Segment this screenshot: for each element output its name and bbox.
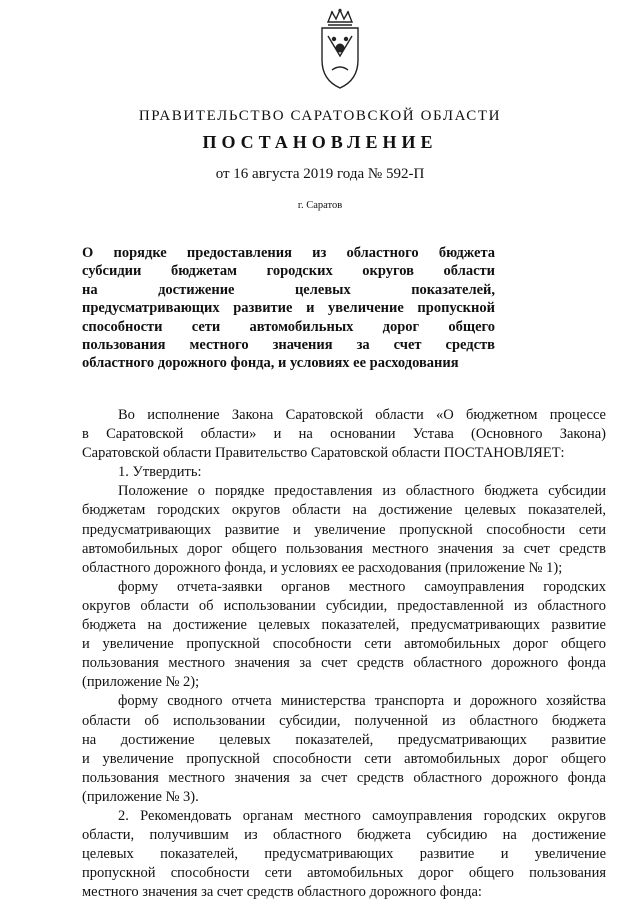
body-line: области, получившим из областного бюджета субсидию на достижение xyxy=(82,827,606,844)
decree-body xyxy=(82,406,606,902)
body-line: на достижение целевых показателей, предусматривающих развитие xyxy=(82,731,606,748)
decree-date-number: от 16 августа 2019 года № 592-П xyxy=(215,166,425,182)
body-line: пользования местного значения за счет средств областного дорожного фонда xyxy=(82,769,606,786)
body-line: местного значения за счет средств областного дорожного фонда: xyxy=(82,884,482,901)
body-line: округов области об использовании субсидии, предоставленной из областного xyxy=(82,597,606,614)
title-line: предусматривающих развитие и увеличение пропускной xyxy=(82,300,495,317)
body-line: предусматривающих развитие и увеличение пропускной способности сети xyxy=(82,521,606,538)
body-line: форму сводного отчета министерства транспорта и дорожного хозяйства xyxy=(118,693,606,710)
decree-heading: ПОСТАНОВЛЕНИЕ xyxy=(202,132,438,152)
body-line: пропускной способности сети автомобильных дорог общего пользования xyxy=(82,865,606,882)
body-line: областного дорожного фонда, и условиях ее расходования (приложение № 1); xyxy=(82,559,563,576)
body-line: бюджетам городских округов области на достижение целевых показателей, xyxy=(82,502,606,519)
body-line: Положение о порядке предоставления из областного бюджета субсидии xyxy=(118,483,606,500)
body-line: целевых показателей, предусматривающих развитие и увеличение xyxy=(82,846,606,863)
body-line: Саратовской области Правительство Саратовской области ПОСТАНОВЛЯЕТ: xyxy=(82,445,565,462)
title-line: областного дорожного фонда, и условиях ее расходования xyxy=(82,355,459,372)
city-line: г. Саратов xyxy=(297,200,343,211)
body-line: и увеличение пропускной способности сети автомобильных дорог общего xyxy=(82,636,606,653)
body-line: 2. Рекомендовать органам местного самоуправления городских округов xyxy=(118,807,606,824)
body-line: форму отчета-заявки органов местного самоуправления городских xyxy=(118,578,606,595)
title-line: пользования местного значения за счет средств xyxy=(82,337,495,354)
title-line: О порядке предоставления из областного бюджета xyxy=(82,245,495,261)
decree-title xyxy=(82,244,495,373)
coat-of-arms-emblem xyxy=(318,8,362,92)
body-line: автомобильных дорог общего пользования местного значения за счет средств xyxy=(82,540,606,557)
body-line: 1. Утвердить: xyxy=(118,464,202,481)
body-line: бюджета на достижение целевых показателей, предусматривающих развитие xyxy=(82,617,606,634)
body-line: Во исполнение Закона Саратовской области «О бюджетном процессе xyxy=(118,407,606,423)
body-line: пользования местного значения за счет средств областного дорожного фонда xyxy=(82,655,606,672)
title-line: субсидии бюджетам городских округов области xyxy=(82,263,495,280)
title-line: способности сети автомобильных дорог общего xyxy=(82,318,495,335)
government-heading: ПРАВИТЕЛЬСТВО САРАТОВСКОЙ ОБЛАСТИ xyxy=(138,108,502,124)
title-line: на достижение целевых показателей, xyxy=(82,281,495,298)
body-line: (приложение № 2); xyxy=(82,674,200,691)
body-line: в Саратовской области» и на основании Устава (Основного Закона) xyxy=(82,426,606,443)
body-line: (приложение № 3). xyxy=(82,788,199,805)
body-line: области об использовании субсидии, полученной из областного бюджета xyxy=(82,712,606,729)
body-line: и увеличение пропускной способности сети автомобильных дорог общего xyxy=(82,750,606,767)
